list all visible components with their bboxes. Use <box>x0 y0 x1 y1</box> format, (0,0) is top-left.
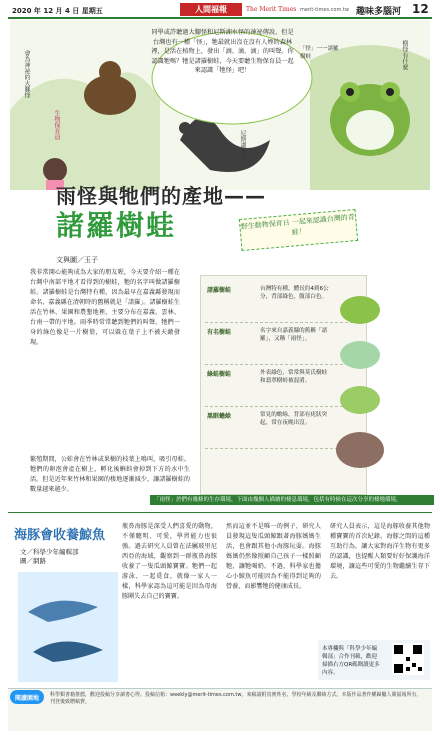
article2-author: 文／科學少年編輯部 <box>20 548 79 556</box>
issue-date: 2020 年 12 月 4 日 星期五 <box>12 7 103 15</box>
article-title-line2: 諸羅樹蛙 <box>56 209 177 242</box>
section-title: 趣味多腦河 <box>356 7 402 17</box>
article2-column-2: 然而這並不是唯一的例子，研究人員發現這隻瓜頭鯨跟著海豚媽媽生活，也會跟其他小海豚玩耍。海豚媽媽仍然像照顧自己孩子一樣照顧牠，讓牠喝奶。不過，科學家也擔心小鯨魚可能因為不能得到足夠的營養，而影響牠的健康成長。 <box>226 523 321 590</box>
article2-illustrator: 圖／網路 <box>20 557 46 565</box>
info-value: 外表綠色，常常與莫氏樹蛙和翡翠樹蛙被混淆。 <box>260 370 328 384</box>
article2-column-3: 研究人員表示，這是海豚收養其他物種寶寶的首次紀錄。海豚之間的這種互助行為，讓大家對海洋生物有更多的認識，也提醒人類要好好保護海洋環境，讓這些可愛的生物繼續生存下去。 <box>330 523 430 580</box>
article2-title: 海豚會收養鯨魚 <box>14 528 106 543</box>
footer-badge: 閱讀園地 <box>10 690 44 704</box>
footer-text: 科學類書籍推薦，歡迎投稿分享讀書心得。投稿信箱：weekly@merit-times.com.tw，來稿請附真實姓名、學校年級及聯絡方式。本版作品著作權歸屬人間福報所有，刊登後致贈稿費。 <box>50 692 422 705</box>
info-key: 諸羅樹蛙 <box>207 287 232 294</box>
info-value: 常見的蟾蜍，背部有疣狀突起，常在夜晚出沒。 <box>260 412 328 426</box>
info-key: 有名樹蛙 <box>207 329 232 336</box>
slogan-banner: 野生動物保育日 一起來認識台灣的青蛙！ <box>239 209 358 251</box>
speech-bubble-text: 同學或許聽過大腳怪和尼斯湖水怪的神祕傳說，但是台灣也有一種「怪」，牠最就出沒在沒有人煙的森林裡，是活在植物上，發出「滴、滴、滴」的叫聲。你認識牠嗎？牠是諸羅樹蛙，今天要聽生物保育員一起來認識「牠怪」吧！ <box>151 29 294 74</box>
article-body-left: 我非常開心能夠成為大家的朋友喔，今天要介紹一種在台灣中南部平地才看得到的樹蛙，牠的名字叫做諸羅樹蛙。諸羅樹蛙是台灣特有種，因為最早在嘉義縣發現而命名，嘉義縣在清朝時的舊稱就是「諸羅」。諸羅樹蛙生活在竹林、果園和農墾地裡，主要分布在嘉義、雲林、台南一帶的平地。雨季時常常聽到牠們的叫聲，牠們一身的綠色像是一片樹葉，可以躲在葉子上不被天敵發現。 <box>30 269 180 346</box>
label-conservationist: 生物保育員 <box>53 110 60 140</box>
label-nessie: 尼斯湖水怪 <box>239 130 246 160</box>
dolphin-illustration <box>18 572 118 682</box>
newspaper-logo: 人間福報 <box>180 3 242 16</box>
label-frog-tag: 樹怪有什麼 <box>401 40 408 70</box>
website-url: merit-times.com.tw <box>300 7 349 13</box>
qr-code-icon[interactable] <box>392 643 424 675</box>
label-frog: 「怪」一一諸羅樹蛙 <box>300 46 339 60</box>
article-body-mid: 繁殖期間，公蛙會在竹林或果樹的枝葉上鳴叫，吸引母蛙。牠們的卵泡會產在樹上，孵化後蝌蚪會掉到下方的水中生活。但是近年來竹林和果園的棲地逐漸減少，讓諸羅樹蛙的數量越來越少。 <box>30 456 190 493</box>
section-divider <box>8 512 432 513</box>
article-title-line1: 雨怪與牠們的產地—— <box>56 184 266 208</box>
info-value: 名字來自嘉義縣的舊稱「諸羅」，又稱「雨怪」。 <box>260 328 328 342</box>
article-byline: 文與圖／玉子 <box>56 256 98 264</box>
girl-figure <box>43 158 67 182</box>
info-key: 黑眶蟾蜍 <box>207 413 232 420</box>
article2-byline <box>20 548 79 566</box>
article2-column-1: 瓶鼻海豚是深受人們喜愛的動物，不僅聰明、可愛，學習能力也很強。過去研究人員曾在法屬玻里尼西亞的海域，觀察到一群瓶鼻海豚收養了一隻瓜頭鯨寶寶。牠們一起游泳、一起覓食，就像一家人一樣，科學家認為這可能是因為母海豚剛失去自己的寶寶。 <box>122 523 217 600</box>
label-bigfoot: 會為神祕的大腳怪 <box>23 50 30 98</box>
info-value: 台灣特有種，體長約4到6公分，背部綠色，腹部白色。 <box>260 286 329 300</box>
illustration-caption: 「雨怪」於們有幾條的生存環境，下面由幾個人描繪的棲息環境，包括有時候在這次分享的棲地環境， <box>150 495 434 505</box>
nessie-figure <box>180 117 270 172</box>
newspaper-logo-english: The Merit Times <box>246 6 297 13</box>
info-key: 綠蛙樹蛙 <box>207 371 232 378</box>
qr-promo-text: 本專欄與「科學少年編輯部」合作刊載，歡迎掃描右方QR碼閱讀更多內容。 <box>322 646 380 676</box>
header-rule <box>8 17 432 19</box>
frog-illustrations <box>330 290 390 490</box>
page-number: 12 <box>412 2 429 16</box>
